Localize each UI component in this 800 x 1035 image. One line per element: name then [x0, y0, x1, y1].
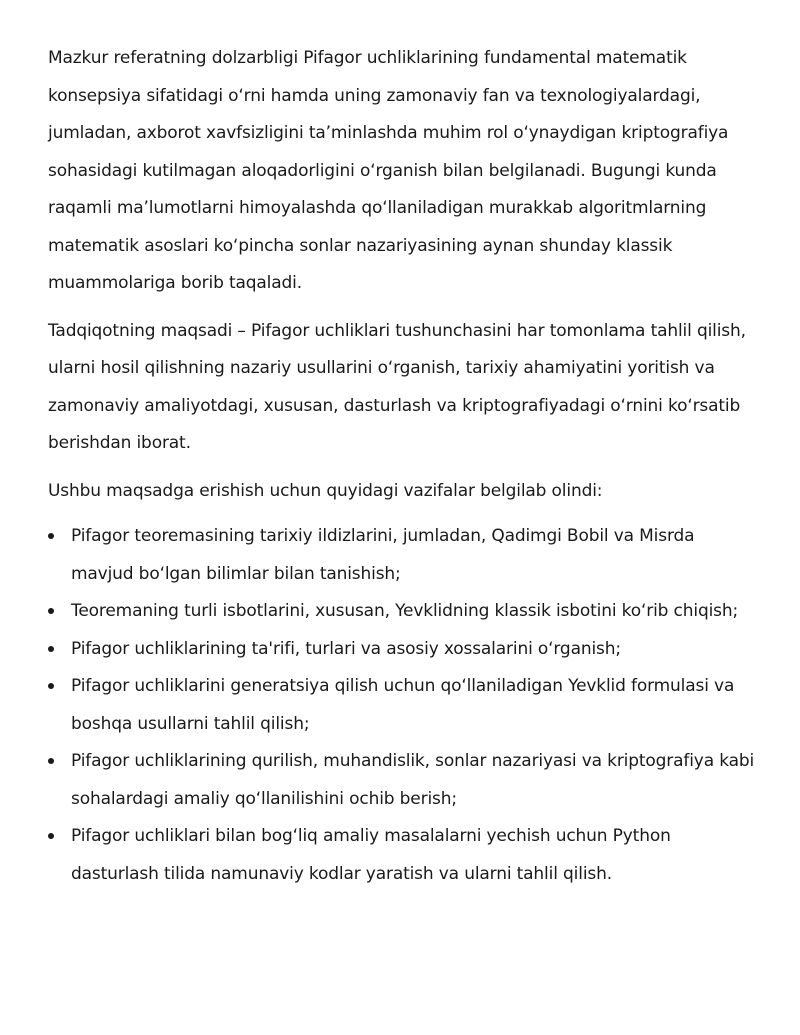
- list-item: [48, 743, 756, 818]
- bullet-icon: [48, 758, 54, 764]
- bullet-icon: [48, 608, 54, 614]
- bullet-icon: [48, 833, 54, 839]
- tasks-intro-paragraph: Ushbu maqsadga erishish uchun quyidagi vazifalar belgilab olindi:: [48, 480, 603, 501]
- bullet-icon: [48, 646, 54, 652]
- list-item: [48, 818, 756, 893]
- list-item-text: Pifagor teoremasining tarixiy ildizlarini, jumladan, Qadimgi Bobil va Misrda mavjud bo‘lgan bilimlar bilan tanishish;: [71, 526, 695, 584]
- list-item-text: Pifagor uchliklarini generatsiya qilish uchun qo‘llaniladigan Yevklid formulasi va boshqa usullarni tahlil qilish;: [71, 676, 735, 734]
- list-item: [48, 518, 756, 593]
- list-item: [48, 668, 756, 743]
- list-item-text: Teoremaning turli isbotlarini, xususan, Yevklidning klassik isbotini ko‘rib chiqish;: [71, 601, 739, 621]
- list-item-text: Pifagor uchliklarining ta'rifi, turlari va asosiy xossalarini o‘rganish;: [71, 638, 621, 659]
- list-item: [48, 631, 756, 669]
- list-item-text: Pifagor uchliklarining qurilish, muhandislik, sonlar nazariyasi va kriptografiya kabi sohalardagi amaliy qo‘llanilishini ochib berish;: [71, 751, 755, 809]
- bullet-icon: [48, 683, 54, 689]
- relevance-paragraph: Mazkur referatning dolzarbligi Pifagor uchliklarining fundamental matematik konsepsiya sifatidagi o‘rni hamda uning zamonaviy fan va texnologiyalardagi, jumladan, axborot xavfsizligini ta’minlashda muhim rol o‘ynaydigan kriptografiya sohasidagi kutilmagan aloqadorligini o‘rganish bilan belgilanadi. Bugungi kunda raqamli ma’lumotlarni himoyalashda qo‘llaniladigan murakkab algoritmlarning matematik asoslari ko‘pincha sonlar nazariyasining aynan shunday klassik muammolariga borib taqaladi.: [48, 48, 729, 293]
- goal-paragraph: Tadqiqotning maqsadi – Pifagor uchliklari tushunchasini har tomonlama tahlil qilish, ularni hosil qilishning nazariy usullarini o‘rganish, tarixiy ahamiyatini yoritish va zamonaviy amaliyotdagi, xususan, dasturlash va kriptografiyadagi o‘rnini ko‘rsatib berishdan iborat.: [48, 320, 746, 453]
- list-item: [48, 593, 756, 631]
- tasks-list: [48, 518, 756, 893]
- list-item-text: Pifagor uchliklari bilan bog‘liq amaliy masalalarni yechish uchun Python dasturlash tilida namunaviy kodlar yaratish va ularni tahlil qilish.: [71, 826, 671, 884]
- bullet-icon: [48, 533, 54, 539]
